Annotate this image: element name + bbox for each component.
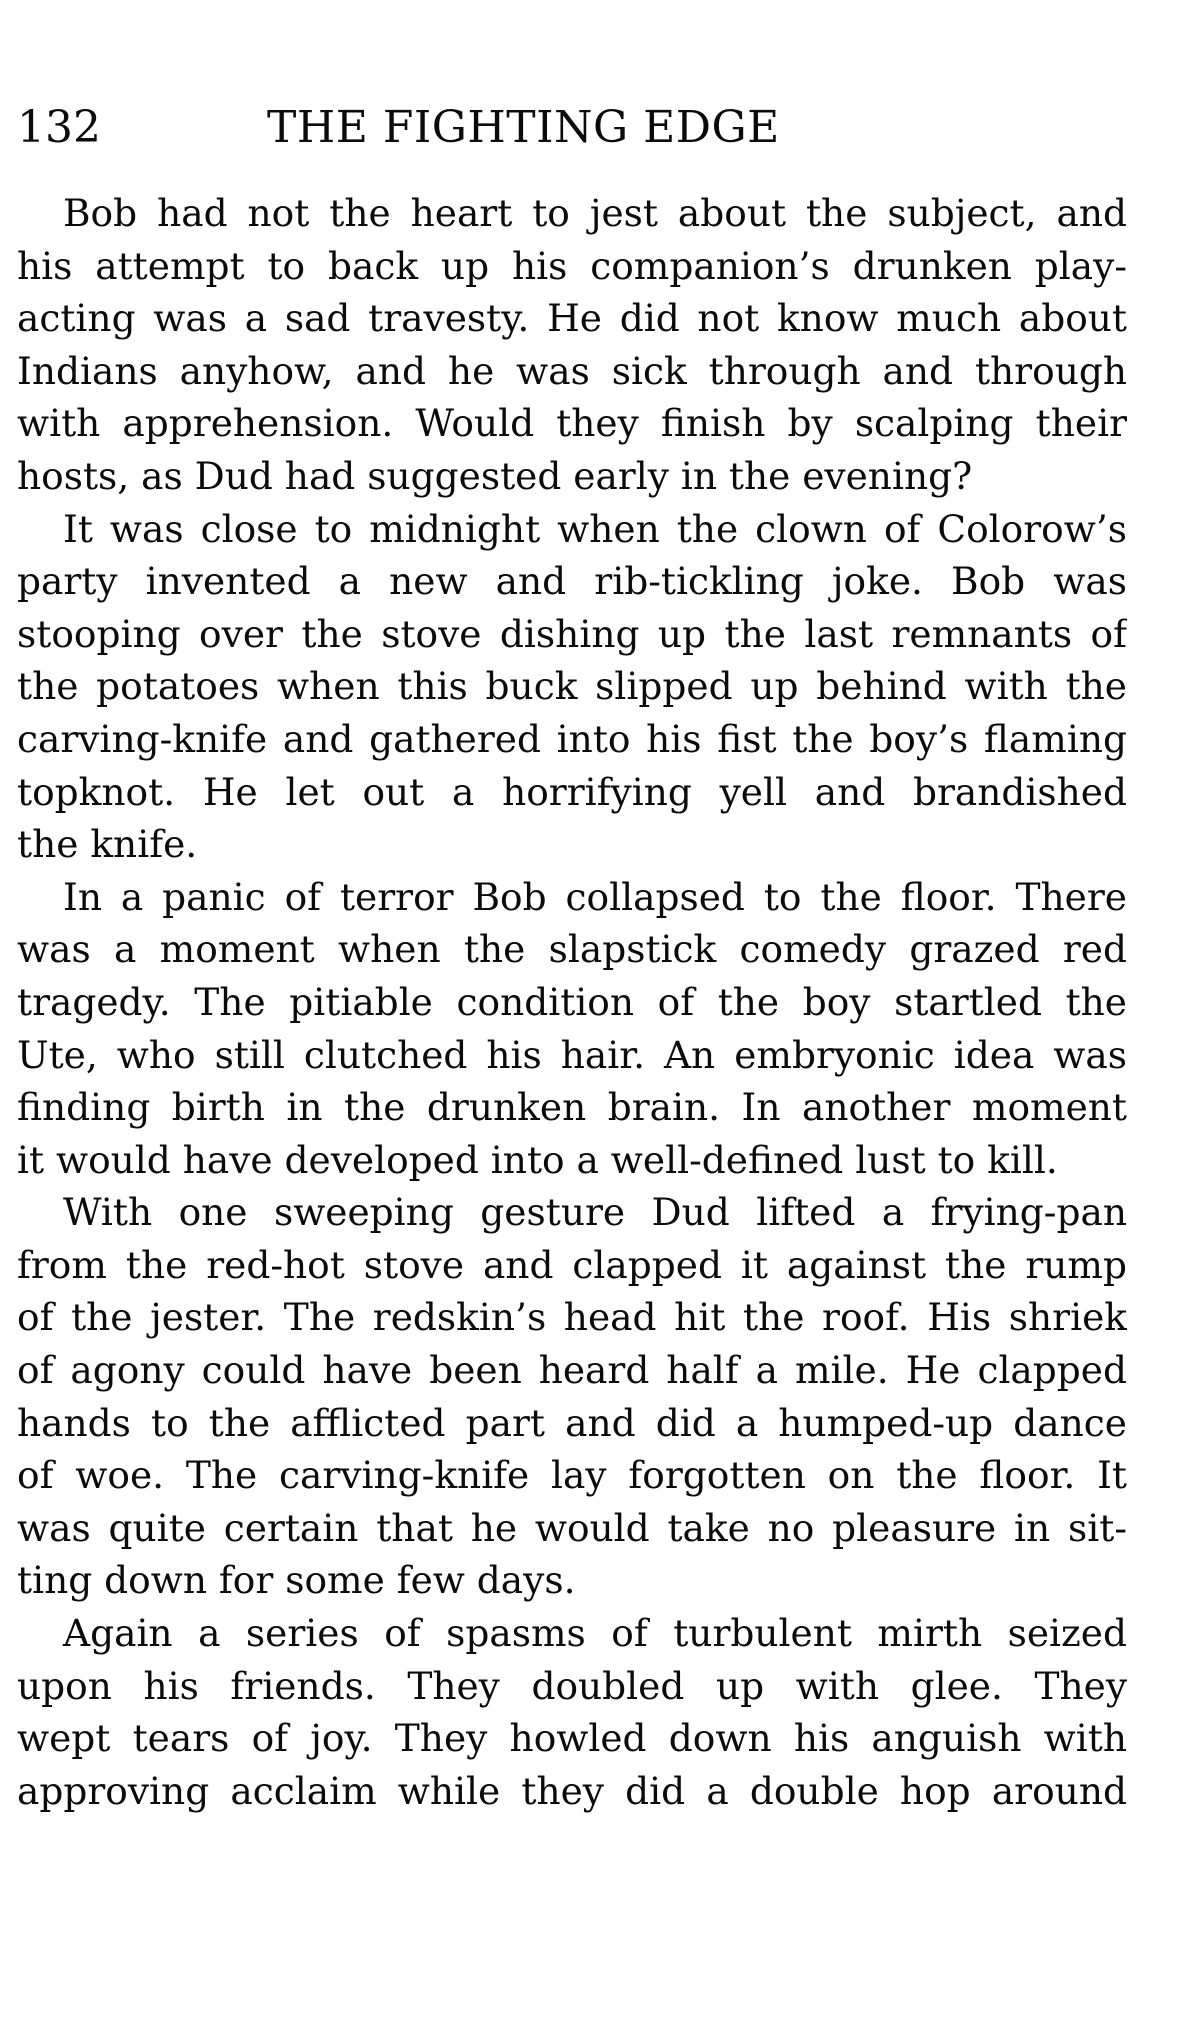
body-text: [17, 187, 1127, 1817]
text-line: Again a series of spasms of turbulent mirth seized: [63, 1611, 1127, 1656]
book-title: THE FIGHTING EDGE: [267, 102, 780, 153]
text-line: finding birth in the drunken brain. In another moment: [17, 1085, 1127, 1130]
text-line: hands to the afflicted part and did a humped-up dance: [17, 1400, 1127, 1445]
text-line: Indians anyhow, and he was sick through and through: [17, 348, 1127, 393]
text-line: his attempt to back up his companion’s drunken play-: [17, 243, 1127, 288]
page-number: 132: [17, 102, 101, 153]
text-line: approving acclaim while they did a double hop around: [17, 1768, 1127, 1813]
text-line: acting was a sad travesty. He did not know much about: [17, 296, 1127, 341]
text-line: wept tears of joy. They howled down his anguish with: [17, 1716, 1127, 1761]
text-line: Ute, who still clutched his hair. An embryonic idea was: [17, 1032, 1127, 1077]
text-line: it would have developed into a well-defined lust to kill.: [17, 1137, 1058, 1182]
text-line: party invented a new and rib-tickling joke. Bob was: [17, 559, 1127, 604]
text-line: with apprehension. Would they finish by scalping their: [17, 401, 1127, 446]
text-line: ting down for some few days.: [17, 1558, 576, 1603]
text-line: from the red-hot stove and clapped it against the rump: [17, 1242, 1127, 1287]
text-line: Bob had not the heart to jest about the subject, and: [63, 191, 1127, 235]
text-line: With one sweeping gesture Dud lifted a frying-pan: [63, 1190, 1127, 1235]
text-line: tragedy. The pitiable condition of the boy startled the: [17, 979, 1127, 1024]
text-line: the knife.: [17, 822, 198, 867]
text-line: was a moment when the slapstick comedy grazed red: [17, 927, 1127, 972]
text-line: stooping over the stove dishing up the last remnants of: [17, 611, 1127, 656]
text-line: of woe. The carving-knife lay forgotten on the floor. It: [17, 1453, 1127, 1498]
text-line: In a panic of terror Bob collapsed to the floor. There: [63, 874, 1127, 919]
text-line: It was close to midnight when the clown of Colorow’s: [63, 506, 1127, 551]
text-line: was quite certain that he would take no pleasure in sit-: [17, 1505, 1127, 1550]
running-head: [17, 100, 1127, 160]
text-line: carving-knife and gathered into his fist the boy’s flaming: [17, 716, 1127, 761]
text-line: upon his friends. They doubled up with glee. They: [17, 1663, 1127, 1708]
text-line: the potatoes when this buck slipped up behind with the: [17, 664, 1127, 709]
text-line: topknot. He let out a horrifying yell and brandished: [17, 769, 1127, 814]
text-line: of agony could have been heard half a mile. He clapped: [17, 1348, 1127, 1393]
text-line: of the jester. The redskin’s head hit the roof. His shriek: [17, 1295, 1127, 1340]
text-line: hosts, as Dud had suggested early in the evening?: [17, 453, 973, 498]
